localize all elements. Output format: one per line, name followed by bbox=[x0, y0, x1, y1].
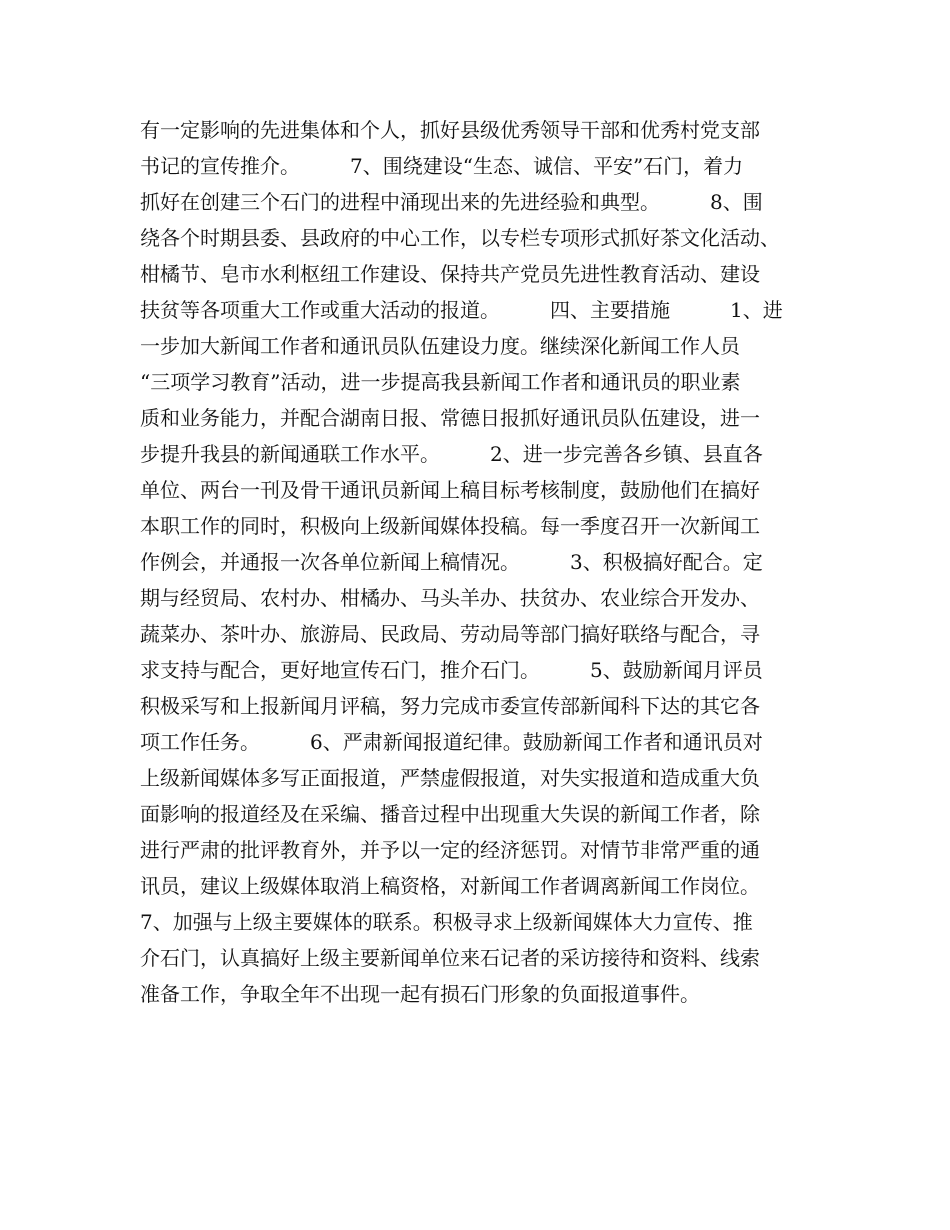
text-line: 抓好在创建三个石门的进程中涌现出来的先进经验和典型。 8、围 bbox=[140, 190, 763, 214]
body-text bbox=[140, 112, 820, 1012]
text-line: 介石门，认真搞好上级主要新闻单位来石记者的采访接待和资料、线索 bbox=[140, 946, 760, 970]
text-line: 上级新闻媒体多写正面报道，严禁虚假报道，对失实报道和造成重大负 bbox=[140, 766, 760, 790]
text-line: 本职工作的同时，积极向上级新闻媒体投稿。每一季度召开一次新闻工 bbox=[140, 514, 760, 538]
text-line: 单位、两台一刊及骨干通讯员新闻上稿目标考核制度，鼓励他们在搞好 bbox=[140, 478, 760, 502]
text-line: 一步加大新闻工作者和通讯员队伍建设力度。继续深化新闻工作人员 bbox=[140, 334, 740, 358]
text-line: 蔬菜办、茶叶办、旅游局、民政局、劳动局等部门搞好联络与配合，寻 bbox=[140, 622, 760, 646]
text-line: 项工作任务。 6、严肃新闻报道纪律。鼓励新闻工作者和通讯员对 bbox=[140, 730, 763, 754]
text-line: 步提升我县的新闻通联工作水平。 2、进一步完善各乡镇、县直各 bbox=[140, 442, 763, 466]
text-line: 期与经贸局、农村办、柑橘办、马头羊办、扶贫办、农业综合开发办、 bbox=[140, 586, 760, 610]
text-line: 柑橘节、皂市水利枢纽工作建设、保持共产党员先进性教育活动、建设 bbox=[140, 262, 760, 286]
text-line: 进行严肃的批评教育外，并予以一定的经济惩罚。对情节非常严重的通 bbox=[140, 838, 760, 862]
text-line: 准备工作，争取全年不出现一起有损石门形象的负面报道事件。 bbox=[140, 982, 700, 1006]
text-line: “三项学习教育”活动，进一步提高我县新闻工作者和通讯员的职业素 bbox=[140, 370, 741, 394]
text-line: 积极采写和上报新闻月评稿，努力完成市委宣传部新闻科下达的其它各 bbox=[140, 694, 760, 718]
text-line: 7、加强与上级主要媒体的联系。积极寻求上级新闻媒体大力宣传、推 bbox=[140, 910, 753, 934]
text-line: 有一定影响的先进集体和个人，抓好县级优秀领导干部和优秀村党支部 bbox=[140, 118, 760, 142]
text-line: 质和业务能力，并配合湖南日报、常德日报抓好通讯员队伍建设，进一 bbox=[140, 406, 760, 430]
text-line: 讯员，建议上级媒体取消上稿资格，对新闻工作者调离新闻工作岗位。 bbox=[140, 874, 760, 898]
text-line: 求支持与配合，更好地宣传石门，推介石门。 5、鼓励新闻月评员 bbox=[140, 658, 763, 682]
text-line: 面影响的报道经及在采编、播音过程中出现重大失误的新闻工作者，除 bbox=[140, 802, 760, 826]
text-line: 书记的宣传推介。 7、围绕建设“生态、诚信、平安”石门，着力 bbox=[140, 154, 744, 178]
text-line: 作例会，并通报一次各单位新闻上稿情况。 3、积极搞好配合。定 bbox=[140, 550, 763, 574]
text-line: 扶贫等各项重大工作或重大活动的报道。 四、主要措施 1、进 bbox=[140, 298, 783, 322]
text-line: 绕各个时期县委、县政府的中心工作，以专栏专项形式抓好茶文化活动、 bbox=[140, 226, 780, 250]
